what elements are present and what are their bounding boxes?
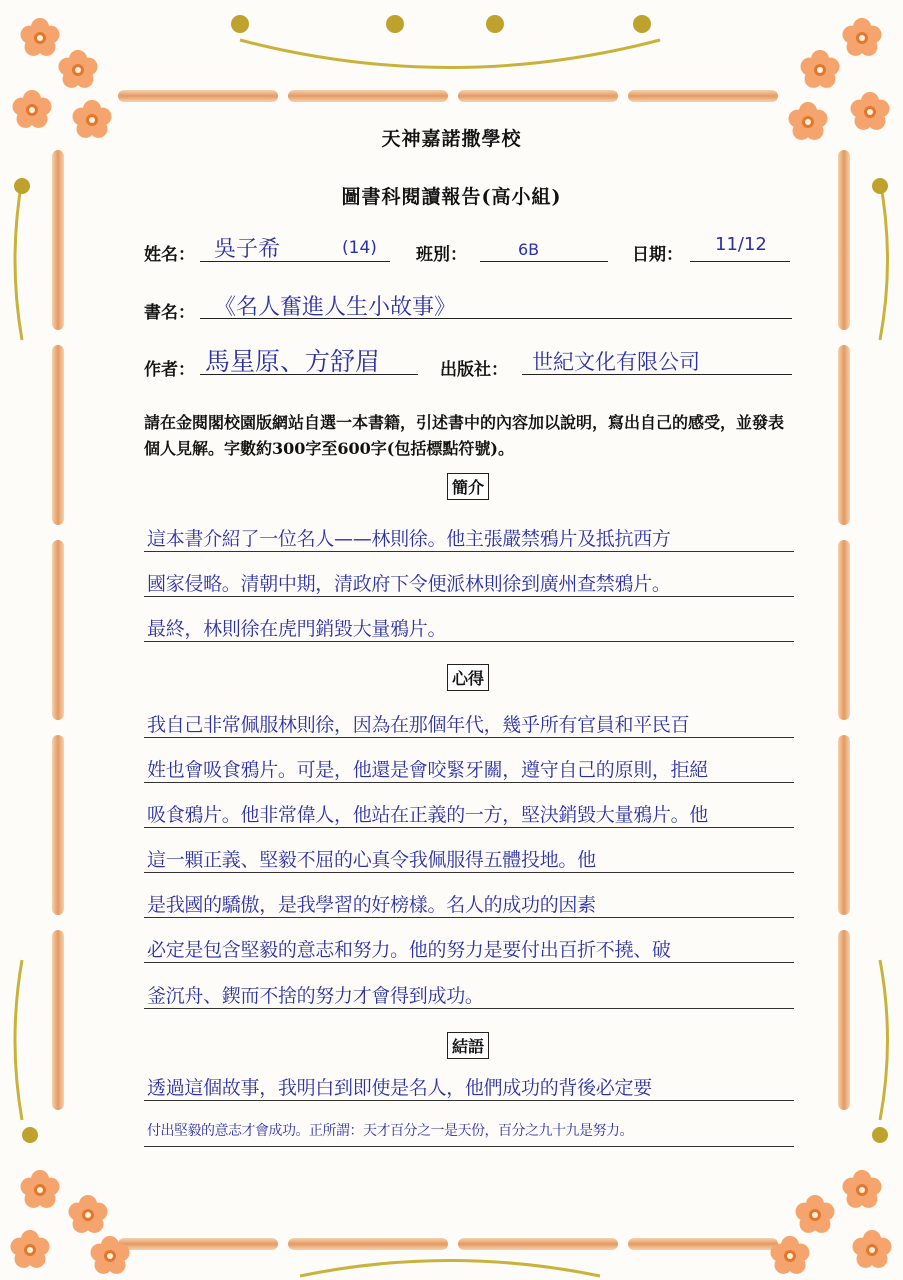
class-underline	[480, 261, 608, 262]
conclusion-line: 付出堅毅的意志才會成功。正所謂：天才百分之一是天份，百分之九十九是努力。	[147, 1123, 633, 1139]
class-label: 班別：	[416, 245, 467, 265]
intro-rule	[144, 596, 794, 597]
intro-rule	[144, 641, 794, 642]
book-label: 書名：	[144, 303, 195, 323]
intro-line: 國家侵略。清朝中期，清政府下令便派林則徐到廣州查禁鴉片。	[147, 573, 671, 595]
book-value: 《名人奮進人生小故事》	[214, 295, 457, 320]
intro-heading: 簡介	[447, 473, 489, 500]
report-title: 圖書科閱讀報告(高小組)	[341, 186, 562, 208]
reflection-rule	[144, 917, 794, 918]
instructions-text: 請在金閱閣校園版網站自選一本書籍，引述書中的內容加以說明，寫出自己的感受，並發表個人見解。字數約300字至600字(包括標點符號)。	[144, 413, 785, 458]
reflection-line: 我自己非常佩服林則徐，因為在那個年代，幾乎所有官員和平民百	[147, 714, 690, 736]
author-value: 馬星原、方舒眉	[205, 347, 381, 376]
reflection-rule	[144, 737, 794, 738]
conclusion-heading: 結語	[447, 1032, 489, 1059]
reflection-line: 必定是包含堅毅的意志和努力。他的努力是要付出百折不撓、破	[147, 939, 671, 961]
reflection-line: 姓也會吸食鴉片。可是，他還是會咬緊牙關，遵守自己的原則，拒絕	[147, 759, 709, 781]
publisher-value: 世紀文化有限公司	[532, 350, 700, 374]
conclusion-rule	[144, 1100, 794, 1101]
intro-rule	[144, 551, 794, 552]
publisher-label: 出版社：	[440, 360, 508, 380]
reflection-rule	[144, 962, 794, 963]
intro-line: 這本書介紹了一位名人——林則徐。他主張嚴禁鴉片及抵抗西方	[147, 528, 671, 550]
reflection-rule	[144, 872, 794, 873]
intro-line: 最終，林則徐在虎門銷毀大量鴉片。	[147, 618, 447, 640]
date-value: 11/12	[715, 234, 767, 255]
reflection-rule	[144, 782, 794, 783]
date-underline	[690, 261, 790, 262]
name-value: 吳子希	[214, 237, 281, 262]
reflection-line: 是我國的驕傲，是我學習的好榜樣。名人的成功的因素	[147, 894, 596, 916]
reflection-heading: 心得	[447, 664, 489, 691]
conclusion-rule	[144, 1146, 794, 1147]
reflection-line: 釜沉舟、鍥而不捨的努力才會得到成功。	[147, 985, 484, 1007]
class-number-value: (14)	[342, 238, 377, 258]
date-label: 日期：	[632, 245, 683, 265]
name-label: 姓名：	[144, 245, 195, 265]
school-name: 天神嘉諾撒學校	[381, 128, 522, 150]
reflection-rule	[144, 827, 794, 828]
author-label: 作者：	[144, 360, 195, 380]
reflection-line: 這一顆正義、堅毅不屈的心真令我佩服得五體投地。他	[147, 849, 596, 871]
reflection-line: 吸食鴉片。他非常偉人，他站在正義的一方，堅決銷毀大量鴉片。他	[147, 804, 709, 826]
reflection-rule	[144, 1008, 794, 1009]
class-value: 6B	[518, 240, 540, 259]
conclusion-line: 透過這個故事，我明白到即使是名人，他們成功的背後必定要	[147, 1077, 652, 1099]
